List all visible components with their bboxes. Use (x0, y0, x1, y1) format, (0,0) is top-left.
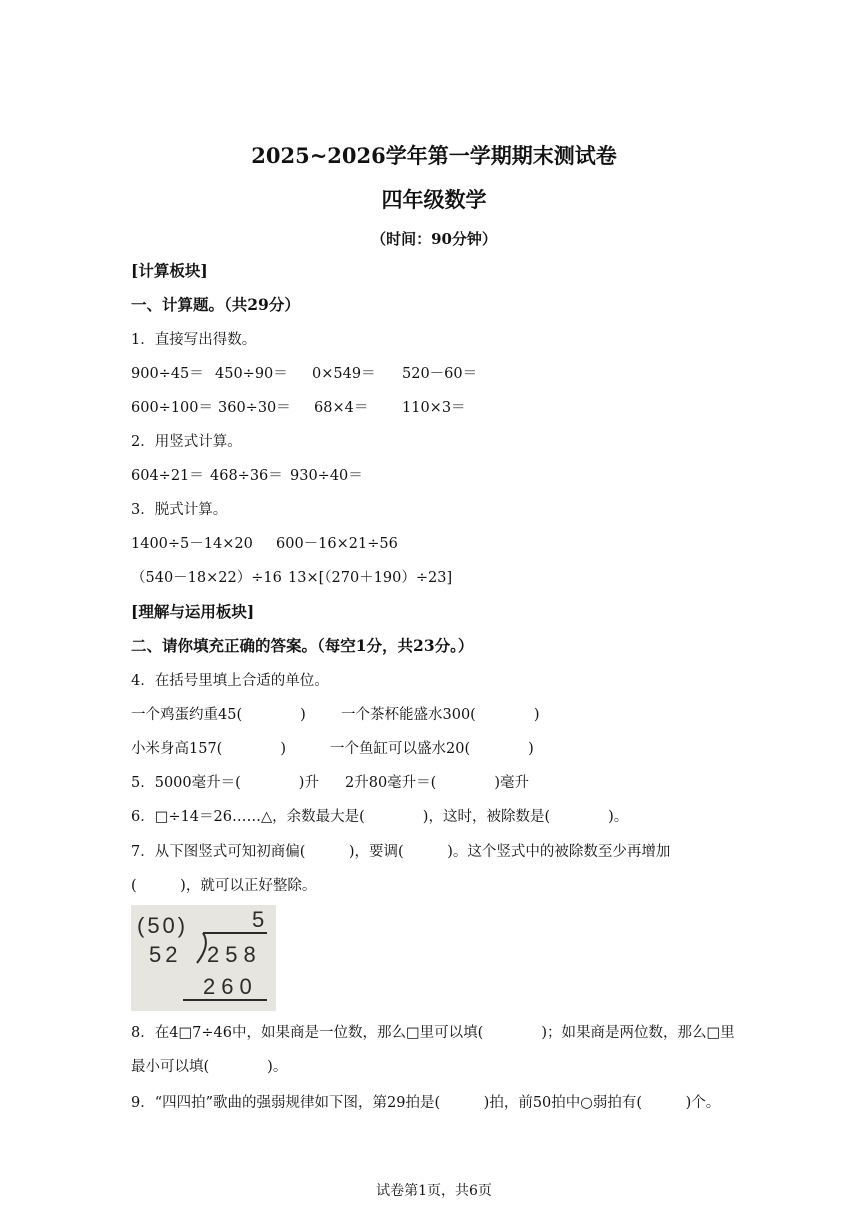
question-9-text: 9．“四四拍”歌曲的强弱规律如下图，第29拍是( )拍，前50拍中○弱拍有( )个。 (131, 1095, 721, 1111)
calc-item: 13×[（270＋190）÷23] (288, 570, 453, 586)
question-4-text: 4．在括号里填上合适的单位。 (131, 673, 329, 689)
question-7-line-1: 7．从下图竖式可知初商偏( )，要调( )。这个竖式中的被除数至少再增加 (131, 844, 671, 860)
question-1-text: 1．直接写出得数。 (131, 332, 257, 348)
question-1-row-2 (131, 399, 731, 417)
figure-quotient: 5 (252, 907, 265, 932)
section-block-calc: [计算板块] (131, 261, 208, 280)
calc-item: 930÷40＝ (290, 468, 363, 484)
question-2-row (131, 467, 731, 485)
page-footer: 试卷第1页，共6页 (376, 1183, 492, 1199)
fill-item: 5．5000毫升＝( )升 (131, 775, 319, 791)
figure-divisor: 52 (149, 942, 182, 967)
fill-item: 小米身高157( ) (131, 741, 286, 757)
question-3-row-2 (131, 569, 731, 587)
calc-item: 68×4＝ (314, 400, 369, 416)
fill-item: 一个鸡蛋约重45( ) (131, 707, 306, 723)
question-2-text: 2．用竖式计算。 (131, 434, 242, 450)
fill-item: 一个茶杯能盛水300( ) (341, 707, 540, 723)
calc-item: 360÷30＝ (218, 400, 291, 416)
question-3-row-1 (131, 535, 731, 553)
section-heading-2: 二、请你填充正确的答案。（每空1分，共23分。） (131, 636, 474, 655)
question-8-line-2: 最小可以填( )。 (131, 1059, 288, 1075)
calc-item: 600÷100＝ (131, 400, 214, 416)
question-1-row-1 (131, 365, 731, 383)
fill-item: 2升80毫升＝( )毫升 (345, 775, 529, 791)
long-division-figure (131, 905, 276, 1011)
section-heading-1: 一、计算题。（共29分） (131, 295, 300, 314)
section-block-apply: [理解与运用板块] (131, 602, 255, 621)
question-7-line-2: ( )，就可以正好整除。 (131, 878, 317, 894)
calc-item: 0×549＝ (312, 366, 376, 382)
question-5-row (131, 774, 731, 792)
long-division-svg (131, 905, 276, 1011)
exam-title: 2025~2026学年第一学期期末测试卷 (251, 143, 617, 168)
exam-time: （时间：90分钟） (371, 230, 497, 248)
fill-item: 一个鱼缸可以盛水20( ) (330, 741, 534, 757)
calc-item: 520－60＝ (402, 366, 478, 382)
question-4-row-2 (131, 740, 731, 758)
calc-item: 604÷21＝ (131, 468, 204, 484)
calc-item: 450÷90＝ (215, 366, 288, 382)
question-6-text: 6．□÷14＝26……△，余数最大是( )，这时，被除数是( )。 (131, 809, 629, 825)
calc-item: （540－18×22）÷16 (131, 570, 282, 586)
calc-item: 1400÷5－14×20 (131, 536, 253, 552)
calc-item: 468÷36＝ (210, 468, 283, 484)
figure-product: 260 (203, 974, 258, 999)
calc-item: 900÷45＝ (131, 366, 204, 382)
question-4-row-1 (131, 706, 731, 724)
figure-dividend: 258 (207, 942, 262, 967)
calc-item: 600－16×21÷56 (276, 536, 398, 552)
question-8-line-1: 8．在4□7÷46中，如果商是一位数，那么□里可以填( )；如果商是两位数，那么□里 (131, 1025, 735, 1041)
calc-item: 110×3＝ (402, 400, 466, 416)
exam-subtitle: 四年级数学 (381, 187, 487, 212)
question-3-text: 3．脱式计算。 (131, 502, 228, 518)
figure-top-left: (50) (137, 913, 189, 938)
